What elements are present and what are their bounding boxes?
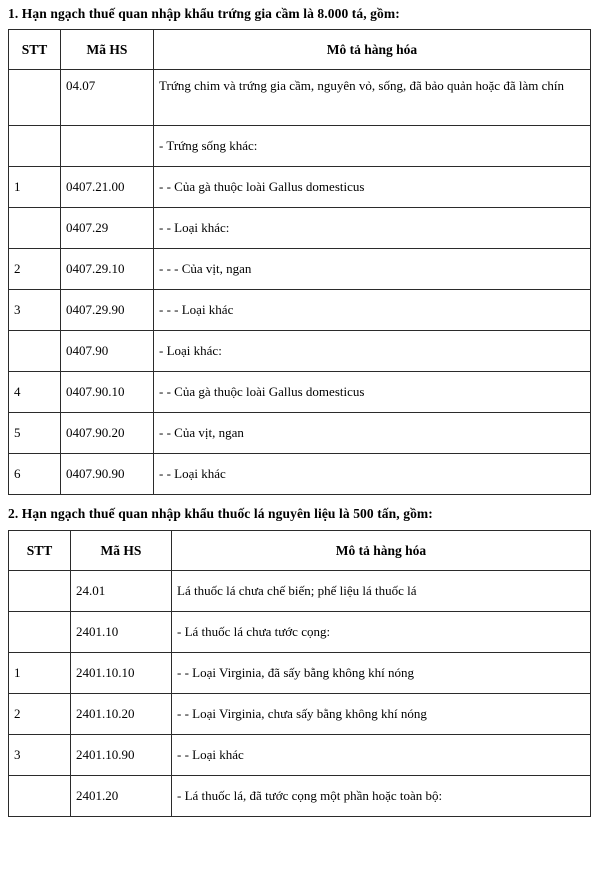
cell-hs: 04.07 [61,70,154,126]
section-heading-poultry-eggs: 1. Hạn ngạch thuế quan nhập khẩu trứng gia cầm là 8.000 tá, gồm: [8,6,400,21]
table-row [9,776,591,817]
column-header-hs: Mã HS [71,531,172,571]
cell-description: - Trứng sống khác: [154,126,591,167]
cell-stt: 2 [9,694,71,735]
table-row [9,413,591,454]
cell-stt: 1 [9,167,61,208]
table-row [9,126,591,167]
cell-description: - - Của vịt, ngan [154,413,591,454]
cell-stt: 3 [9,735,71,776]
cell-description: - - Loại khác: [154,208,591,249]
cell-description: - - Loại Virginia, đã sấy bằng không khí nóng [172,653,591,694]
cell-description: - - Của gà thuộc loài Gallus domesticus [154,372,591,413]
cell-hs: 2401.20 [71,776,172,817]
cell-stt [9,571,71,612]
cell-description: - - Loại khác [154,454,591,495]
table-row [9,249,591,290]
cell-hs: 24.01 [71,571,172,612]
table-row [9,167,591,208]
cell-description: - - Của gà thuộc loài Gallus domesticus [154,167,591,208]
table-row [9,208,591,249]
cell-stt [9,776,71,817]
column-header-desc: Mô tả hàng hóa [172,531,591,571]
table-row [9,70,591,126]
section-heading-tobacco: 2. Hạn ngạch thuế quan nhập khẩu thuốc lá nguyên liệu là 500 tấn, gồm: [8,506,433,522]
cell-description: - - Loại Virginia, chưa sấy bằng không khí nóng [172,694,591,735]
cell-stt [9,331,61,372]
cell-description: - - Loại khác [172,735,591,776]
column-header-stt: STT [9,531,71,571]
cell-hs: 0407.29.10 [61,249,154,290]
cell-hs: 2401.10.10 [71,653,172,694]
table-row [9,735,591,776]
table-row [9,290,591,331]
cell-hs: 0407.90.90 [61,454,154,495]
cell-stt [9,208,61,249]
cell-description: Lá thuốc lá chưa chế biến; phế liệu lá thuốc lá [172,571,591,612]
table-row [9,694,591,735]
cell-hs [61,126,154,167]
cell-description: - Loại khác: [154,331,591,372]
cell-hs: 0407.21.00 [61,167,154,208]
cell-hs: 0407.90.10 [61,372,154,413]
cell-description: - Lá thuốc lá, đã tước cọng một phần hoặc toàn bộ: [172,776,591,817]
cell-stt [9,126,61,167]
cell-stt: 4 [9,372,61,413]
cell-hs: 0407.90 [61,331,154,372]
cell-stt: 1 [9,653,71,694]
cell-description: Trứng chim và trứng gia cầm, nguyên vỏ, sống, đã bảo quản hoặc đã làm chín [154,70,591,126]
cell-stt [9,612,71,653]
cell-hs: 2401.10 [71,612,172,653]
table-row [9,372,591,413]
column-header-stt: STT [9,30,61,70]
table-header-row [9,30,591,70]
table-row [9,454,591,495]
cell-hs: 0407.29 [61,208,154,249]
quota-table-tobacco [8,530,591,817]
cell-description: - - - Loại khác [154,290,591,331]
cell-description: - Lá thuốc lá chưa tước cọng: [172,612,591,653]
cell-stt: 3 [9,290,61,331]
cell-stt: 2 [9,249,61,290]
cell-stt [9,70,61,126]
cell-hs: 0407.90.20 [61,413,154,454]
cell-hs: 2401.10.20 [71,694,172,735]
column-header-hs: Mã HS [61,30,154,70]
table-header-row [9,531,591,571]
table-row [9,571,591,612]
cell-stt: 6 [9,454,61,495]
cell-hs: 0407.29.90 [61,290,154,331]
quota-table-poultry-eggs [8,29,591,495]
cell-hs: 2401.10.90 [71,735,172,776]
column-header-desc: Mô tả hàng hóa [154,30,591,70]
table-row [9,612,591,653]
table-row [9,331,591,372]
table-body [9,571,591,817]
cell-stt: 5 [9,413,61,454]
cell-description: - - - Của vịt, ngan [154,249,591,290]
table-body [9,70,591,495]
table-row [9,653,591,694]
